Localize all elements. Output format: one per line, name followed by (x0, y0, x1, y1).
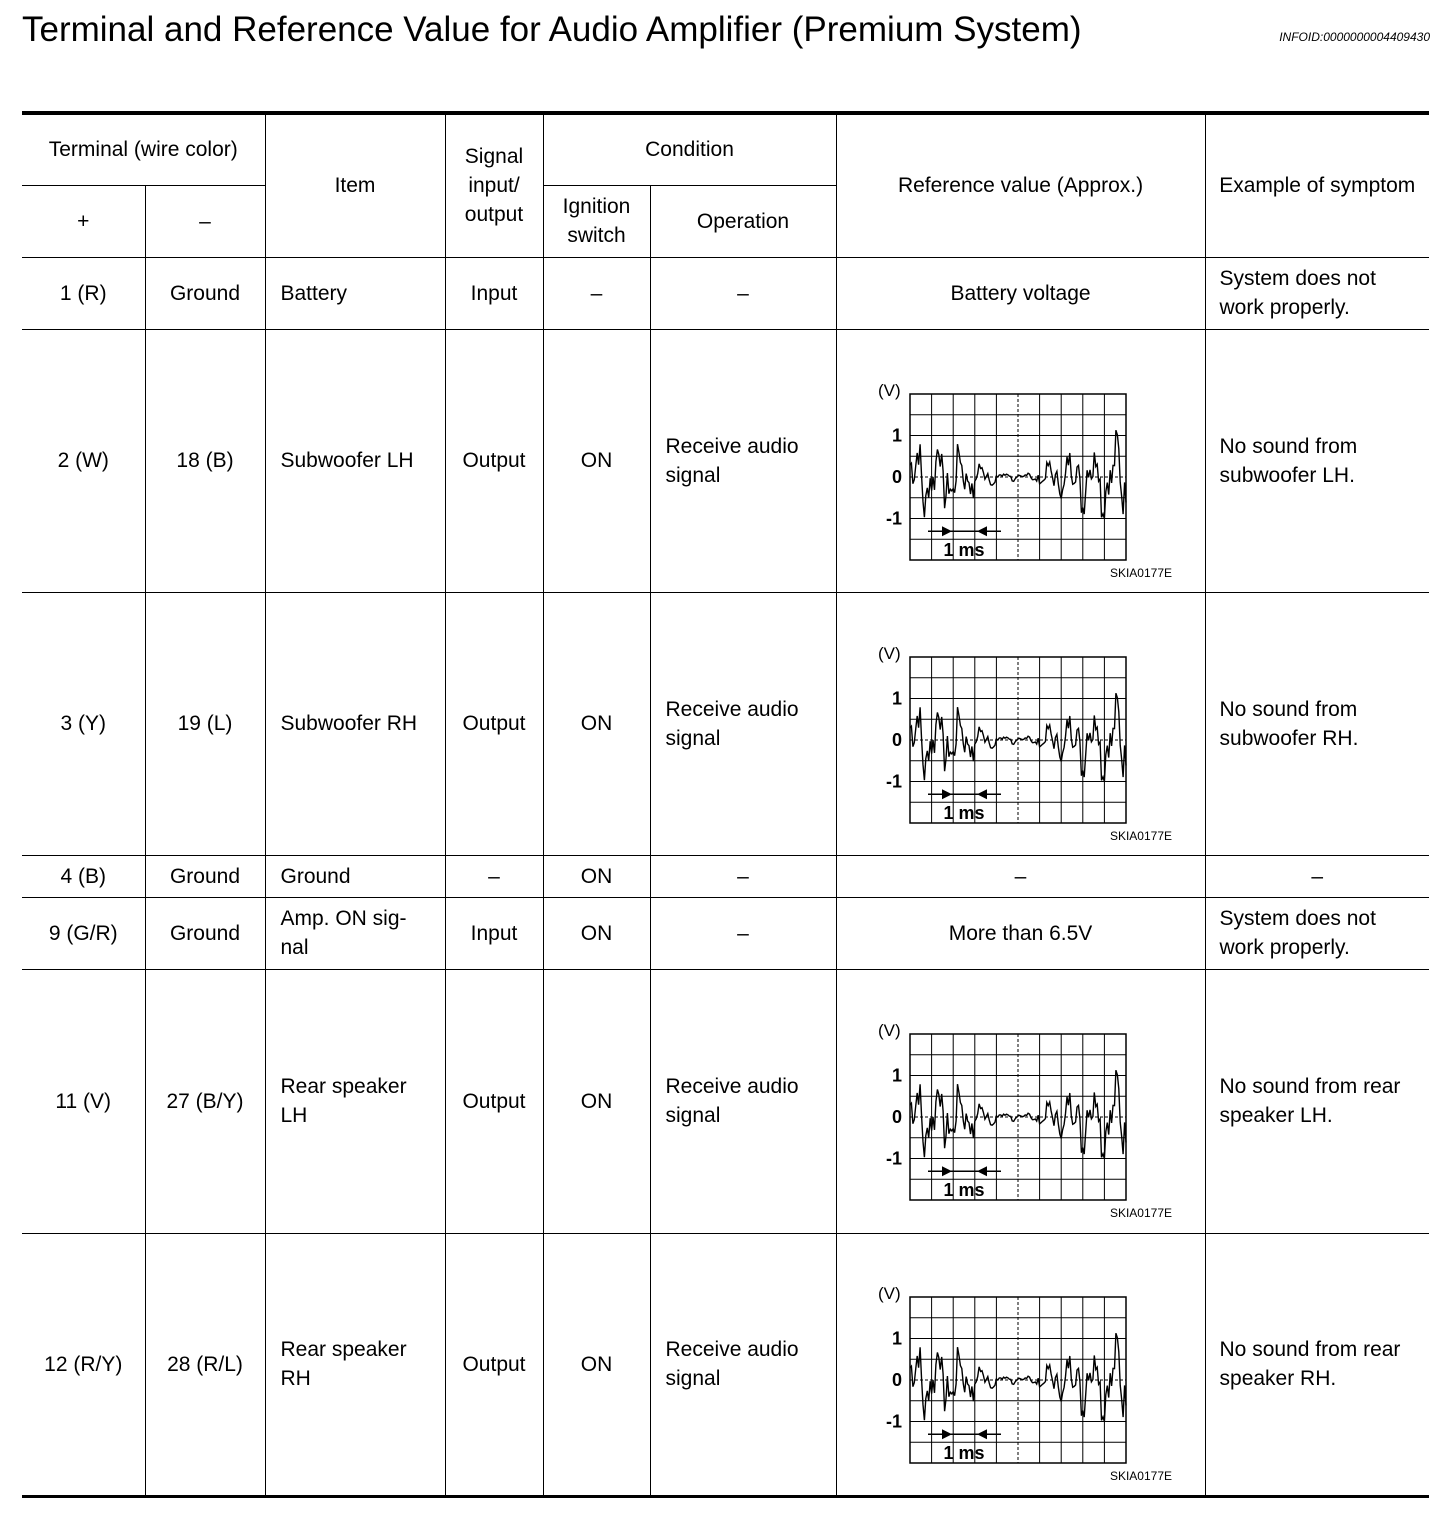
ignition-cell: – (543, 257, 650, 329)
reference-cell: More than 6.5V (836, 897, 1205, 969)
waveform-diagram (856, 1244, 1186, 1484)
waveform-figure (843, 981, 1199, 1221)
waveform-tick-label: -1 (885, 1148, 902, 1169)
header-plus: + (22, 185, 145, 257)
ignition-cell: ON (543, 329, 650, 592)
reference-cell (836, 1233, 1205, 1496)
waveform-time-label: 1 ms (943, 539, 985, 560)
terminal-minus: 27 (B/Y) (145, 969, 265, 1233)
waveform-unit: (V) (877, 380, 901, 400)
waveform-diagram (856, 341, 1186, 581)
table-row (22, 329, 1429, 592)
table-row (22, 1233, 1429, 1496)
item-cell: Rear speaker LH (265, 969, 445, 1233)
item-cell: Ground (265, 855, 445, 897)
signal-cell: Output (445, 969, 543, 1233)
header-reference: Reference value (Approx.) (836, 113, 1205, 257)
item-cell: Battery (265, 257, 445, 329)
table-row (22, 855, 1429, 897)
terminal-minus: Ground (145, 897, 265, 969)
reference-cell (836, 592, 1205, 855)
operation-cell: Receive audio signal (650, 969, 836, 1233)
figure-code: SKIA0177E (1109, 565, 1172, 580)
terminal-plus: 4 (B) (22, 855, 145, 897)
waveform-tick-label: 1 (891, 1065, 902, 1086)
waveform-figure (843, 604, 1199, 844)
table-row (22, 592, 1429, 855)
ignition-cell: ON (543, 969, 650, 1233)
figure-code: SKIA0177E (1109, 1469, 1172, 1483)
waveform-time-label: 1 ms (943, 1443, 985, 1463)
terminal-plus: 3 (Y) (22, 592, 145, 855)
reference-cell (836, 329, 1205, 592)
ignition-cell: ON (543, 855, 650, 897)
header-symptom: Example of symptom (1205, 113, 1429, 257)
symptom-cell: No sound from subwoofer RH. (1205, 592, 1429, 855)
waveform-time-label: 1 ms (943, 802, 985, 823)
symptom-cell: No sound from rear speaker LH. (1205, 969, 1429, 1233)
waveform-tick-label: -1 (885, 508, 902, 528)
operation-cell: – (650, 855, 836, 897)
symptom-cell: System does not work properly. (1205, 897, 1429, 969)
waveform-unit: (V) (877, 1284, 901, 1303)
table-row (22, 257, 1429, 329)
table-row (22, 897, 1429, 969)
signal-cell: Output (445, 1233, 543, 1496)
symptom-cell: No sound from rear speaker RH. (1205, 1233, 1429, 1496)
item-cell: Amp. ON sig- nal (265, 897, 445, 969)
waveform-unit: (V) (877, 643, 901, 663)
symptom-cell: System does not work properly. (1205, 257, 1429, 329)
waveform-tick-label: -1 (885, 1411, 902, 1432)
item-cell: Subwoofer RH (265, 592, 445, 855)
item-cell: Rear speaker RH (265, 1233, 445, 1496)
waveform-tick-label: 1 (891, 688, 902, 708)
waveform-tick-label: -1 (885, 771, 902, 791)
header-condition: Condition (543, 113, 836, 185)
signal-cell: – (445, 855, 543, 897)
waveform-tick-label: 1 (891, 1328, 902, 1349)
header-item: Item (265, 113, 445, 257)
terminal-minus: 28 (R/L) (145, 1233, 265, 1496)
waveform-unit: (V) (877, 1021, 901, 1040)
waveform-figure (843, 341, 1199, 581)
table-row (22, 969, 1429, 1233)
operation-cell: Receive audio signal (650, 1233, 836, 1496)
figure-code: SKIA0177E (1109, 1206, 1172, 1220)
operation-cell: Receive audio signal (650, 329, 836, 592)
reference-cell (836, 969, 1205, 1233)
header-minus: – (145, 185, 265, 257)
signal-cell: Output (445, 329, 543, 592)
figure-code: SKIA0177E (1109, 828, 1172, 843)
operation-cell: – (650, 257, 836, 329)
waveform-tick-label: 0 (891, 729, 902, 750)
header-signal: Signal input/ output (445, 113, 543, 257)
terminal-plus: 12 (R/Y) (22, 1233, 145, 1496)
header-operation: Operation (650, 185, 836, 257)
signal-cell: Output (445, 592, 543, 855)
waveform-diagram (856, 981, 1186, 1221)
waveform-tick-label: 0 (891, 466, 902, 487)
terminal-minus: Ground (145, 855, 265, 897)
operation-cell: Receive audio signal (650, 592, 836, 855)
terminal-minus: 19 (L) (145, 592, 265, 855)
info-id: INFOID:0000000004409430 (1279, 30, 1430, 44)
header-ignition: Ignition switch (543, 185, 650, 257)
ignition-cell: ON (543, 1233, 650, 1496)
ignition-cell: ON (543, 592, 650, 855)
signal-cell: Input (445, 257, 543, 329)
terminal-minus: Ground (145, 257, 265, 329)
terminal-reference-table (22, 111, 1429, 1498)
reference-cell: – (836, 855, 1205, 897)
waveform-time-label: 1 ms (943, 1180, 985, 1200)
terminal-plus: 9 (G/R) (22, 897, 145, 969)
terminal-plus: 2 (W) (22, 329, 145, 592)
terminal-plus: 1 (R) (22, 257, 145, 329)
symptom-cell: No sound from subwoofer LH. (1205, 329, 1429, 592)
ignition-cell: ON (543, 897, 650, 969)
symptom-cell: – (1205, 855, 1429, 897)
operation-cell: – (650, 897, 836, 969)
waveform-tick-label: 0 (891, 1370, 902, 1390)
item-cell: Subwoofer LH (265, 329, 445, 592)
page-title: Terminal and Reference Value for Audio Amplifier (Premium System) (22, 10, 1082, 49)
terminal-plus: 11 (V) (22, 969, 145, 1233)
waveform-figure (843, 1244, 1199, 1484)
reference-cell: Battery voltage (836, 257, 1205, 329)
signal-cell: Input (445, 897, 543, 969)
header-terminal: Terminal (wire color) (22, 113, 265, 185)
terminal-minus: 18 (B) (145, 329, 265, 592)
waveform-tick-label: 1 (891, 425, 902, 445)
waveform-tick-label: 0 (891, 1107, 902, 1127)
waveform-diagram (856, 604, 1186, 844)
